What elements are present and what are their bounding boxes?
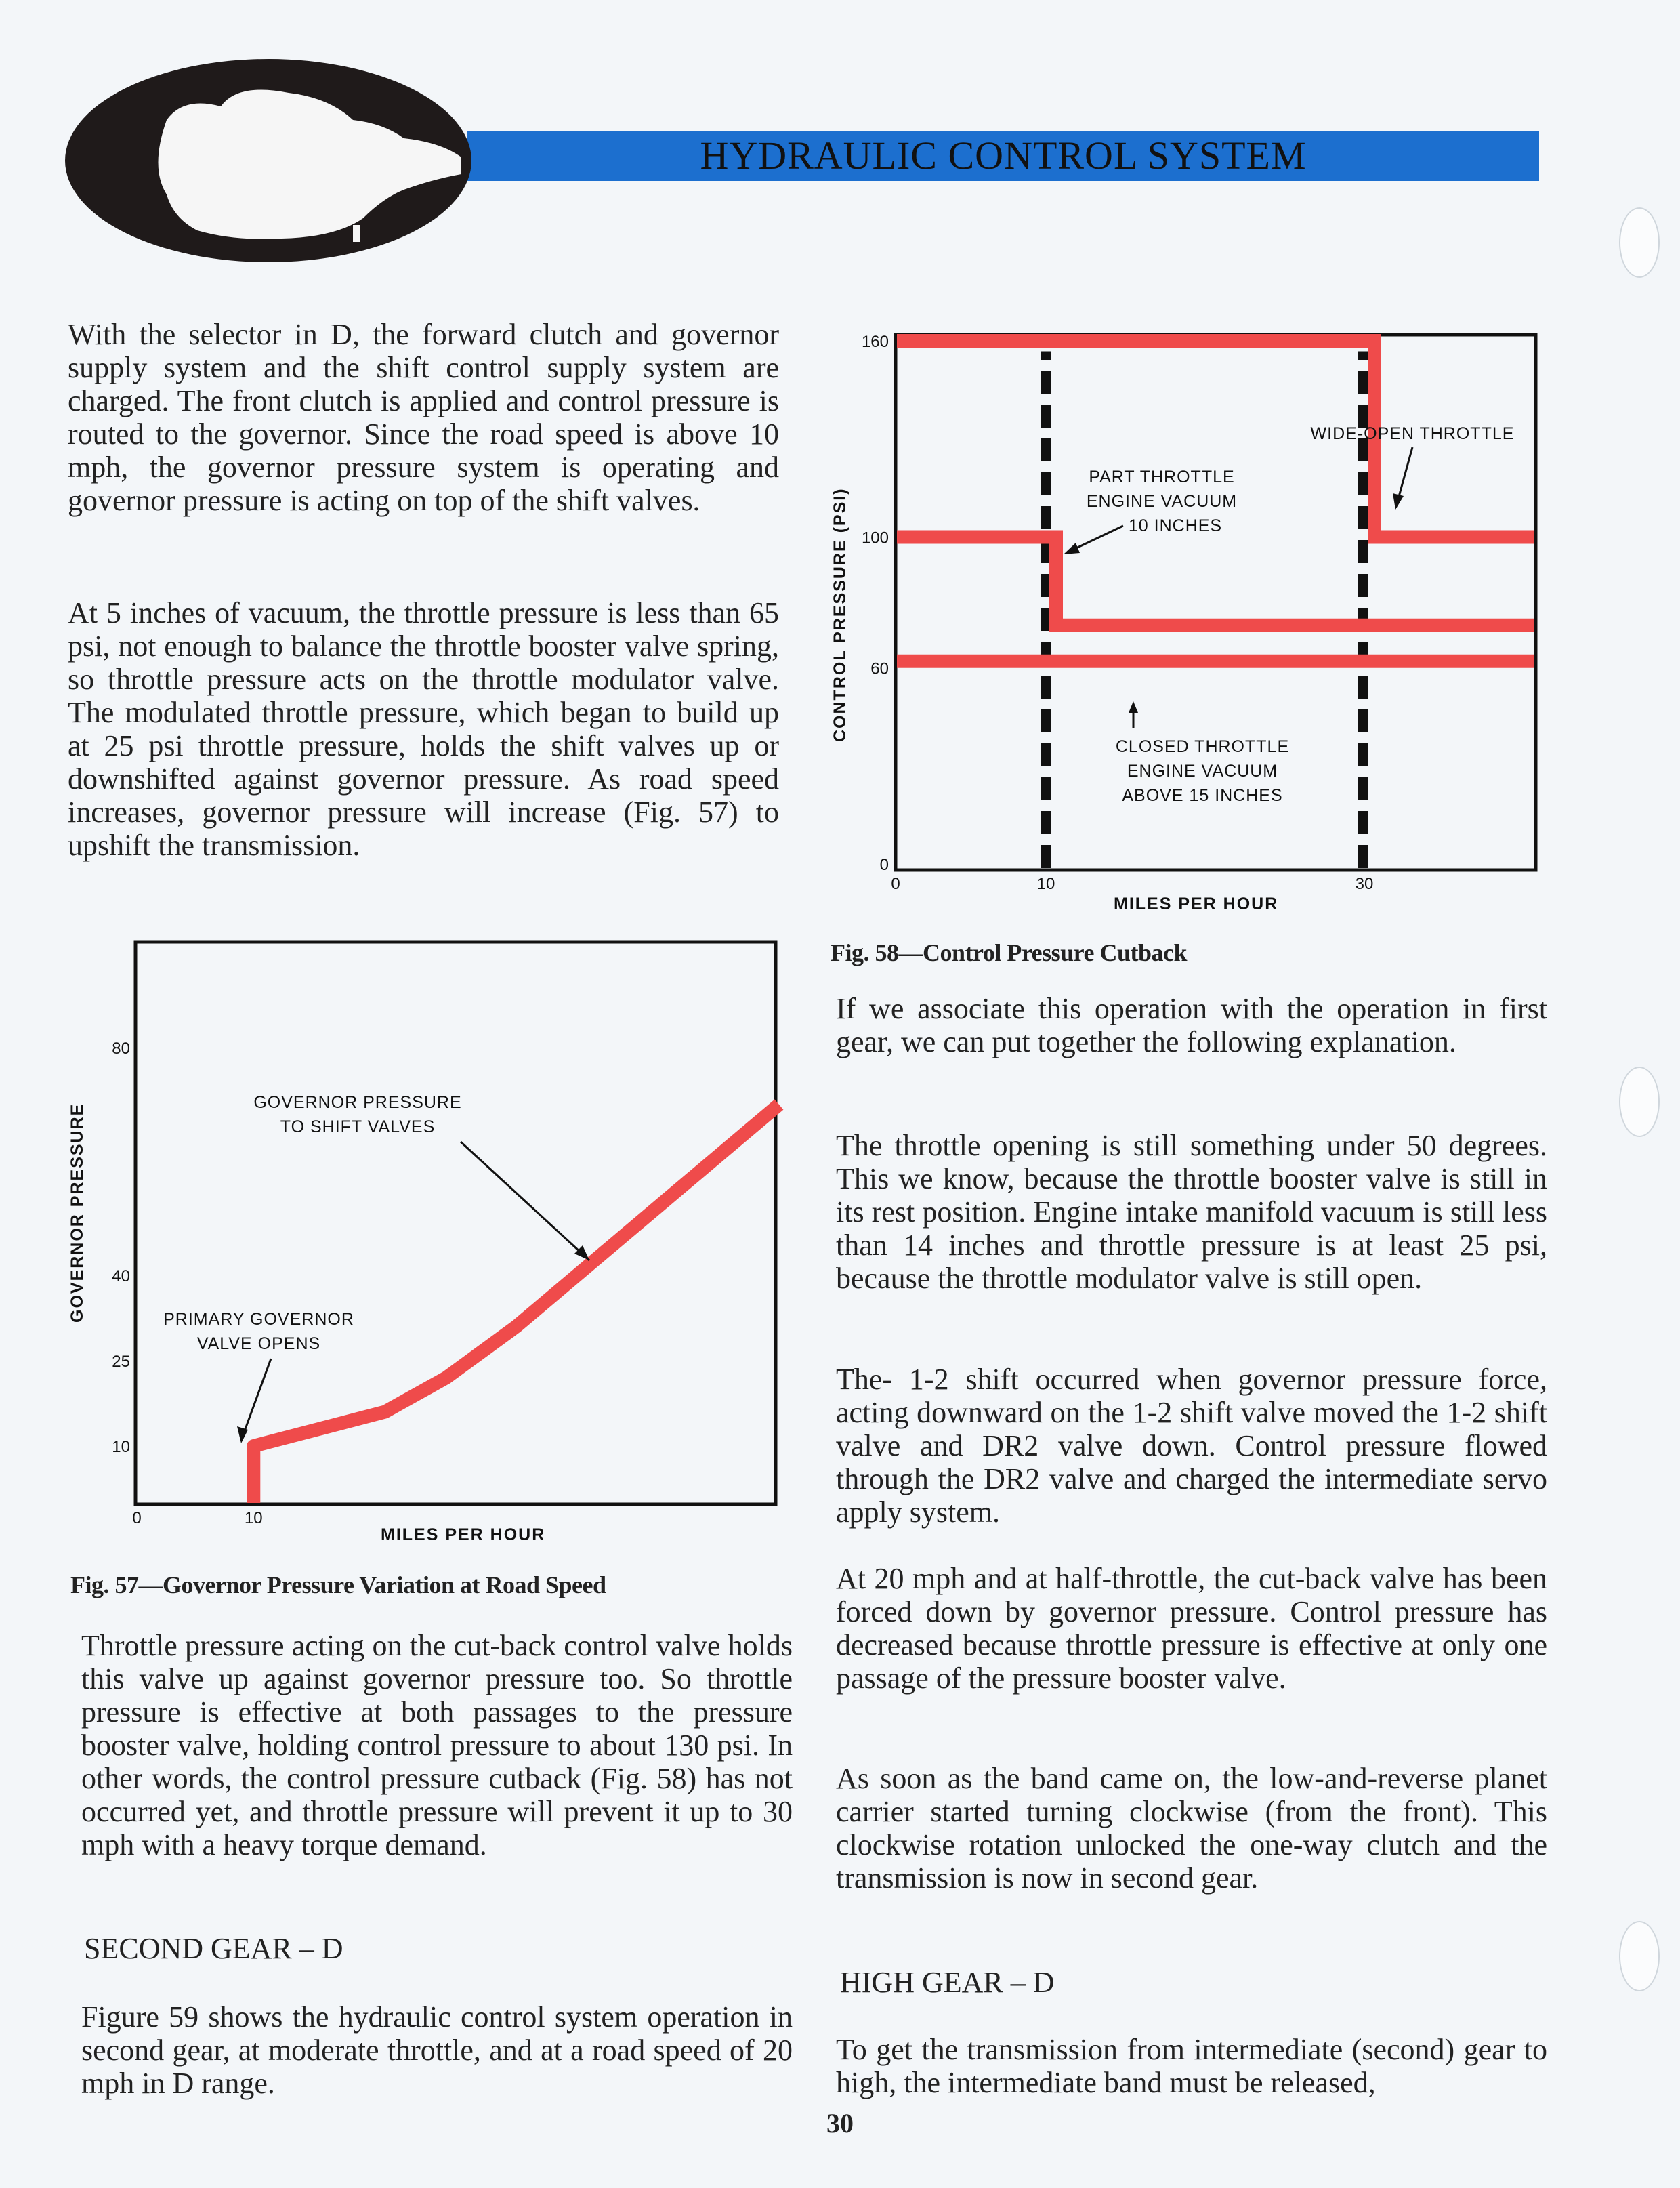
fig58-caption: Fig. 58—Control Pressure Cutback [831, 939, 1188, 966]
y-axis-title: GOVERNOR PRESSURE [68, 1102, 87, 1323]
punch-hole [1619, 207, 1660, 278]
annotation-part-line-1: PART THROTTLE [1089, 468, 1235, 487]
x-tick-label: 0 [132, 1509, 142, 1527]
annotation-governor-line-2: TO SHIFT VALVES [280, 1117, 436, 1136]
y-tick-label: 40 [112, 1267, 130, 1285]
heading-second-gear: SECOND GEAR – D [84, 1932, 343, 1965]
annotation-closed-arrowhead [1129, 701, 1138, 713]
paragraph-selector-d: With the selector in D, the forward clutch and governor supply system and the shift control supply system are charged. The front clutch is applied and control pressure is routed to the governor. Since the road speed is above 10 mph, the governor pressure system is operating and governor pressure is acting on top of the shift valves. [68, 318, 779, 517]
control-pressure-series-line-2 [897, 537, 1534, 625]
annotation-wot-arrowhead [1393, 493, 1404, 510]
y-axis-title: CONTROL PRESSURE (PSI) [831, 487, 849, 742]
heading-high-gear: HIGH GEAR – D [840, 1966, 1055, 1999]
paragraph-vacuum: At 5 inches of vacuum, the throttle pressure is less than 65 psi, not enough to balance the throttle booster valve spring, so throttle pressure acts on the throttle modulator valve. The modulated throttle pressure, which began to build up at 25 psi throttle pressure, holds the shift valves up or downshifted against governor pressure. As road speed increases, governor pressure will increase (Fig. 57) to upshift the transmission. [68, 596, 779, 862]
x-tick-label: 10 [244, 1509, 263, 1527]
y-tick-label: 25 [112, 1353, 130, 1371]
governor-pressure-series-line [253, 1105, 779, 1503]
annotation-part-arrow [1070, 526, 1123, 551]
annotation-wot-arrow [1398, 447, 1412, 501]
punch-hole [1619, 1921, 1660, 1991]
x-tick-label: 0 [891, 875, 900, 893]
annotation-closed-line-1: CLOSED THROTTLE [1115, 737, 1290, 756]
governor-pressure-chart [68, 935, 799, 1565]
paragraph-1-2-shift: The- 1-2 shift occurred when governor pressure force, acting downward on the 1-2 shift valve moved the 1-2 shift valve and DR2 valve down. Control pressure flowed through the DR2 valve and charged the intermediate servo apply system. [836, 1363, 1547, 1529]
annotation-wot: WIDE-OPEN THROTTLE [1310, 424, 1515, 443]
x-axis-title: MILES PER HOUR [1114, 894, 1279, 913]
y-tick-label: 160 [861, 333, 889, 351]
paragraph-band: As soon as the band came on, the low-and-reverse planet carrier started turning clockwise (from the front). This clockwise rotation unlocked the one-way clutch and the transmission is now in second gear. [836, 1762, 1547, 1895]
annotation-primary-line-1: PRIMARY GOVERNOR [163, 1310, 354, 1329]
annotation-governor-line-1: GOVERNOR PRESSURE [253, 1093, 462, 1112]
punch-hole [1619, 1067, 1660, 1137]
paragraph-20-mph: At 20 mph and at half-throttle, the cut-back valve has been forced down by governor pressure. Control pressure has decreased because throttle pressure is effective at only one passage of the pressure booster valve. [836, 1562, 1547, 1695]
page-number: 30 [826, 2108, 854, 2139]
annotation-closed-line-2: ENGINE VACUUM [1127, 762, 1278, 781]
x-tick-label: 30 [1355, 875, 1374, 893]
paragraph-cutback: Throttle pressure acting on the cut-back control valve holds this valve up against governor pressure too. So throttle pressure is effective at both passages to the pressure booster valve, holding control pressure to about 130 psi. In other words, the control pressure cutback (Fig. 58) has not occurred yet, and throttle pressure will prevent it up to 30 mph with a heavy torque demand. [81, 1629, 793, 1861]
chart-frame [135, 942, 776, 1504]
annotation-governor-arrow [461, 1142, 589, 1260]
control-pressure-chart [820, 325, 1551, 922]
annotation-closed-line-3: ABOVE 15 INCHES [1122, 786, 1283, 805]
y-tick-label: 0 [879, 856, 889, 874]
paragraph-throttle-opening: The throttle opening is still something under 50 degrees. This we know, because the throttle booster valve is still in its rest position. Engine intake manifold vacuum is still less than 14 inches and throttle pressure is at least 25 psi, because the throttle modulator valve is still open. [836, 1129, 1547, 1295]
y-tick-label: 60 [870, 659, 889, 678]
paragraph-intermediate: To get the transmission from intermediate (second) gear to high, the intermediate band must be released, [836, 2033, 1547, 2099]
x-tick-label: 10 [1036, 875, 1055, 893]
annotation-part-line-3: 10 INCHES [1128, 516, 1223, 535]
annotation-primary-arrow [243, 1359, 271, 1437]
fig57-caption: Fig. 57—Governor Pressure Variation at Road Speed [70, 1571, 606, 1598]
x-axis-title: MILES PER HOUR [381, 1525, 546, 1544]
page-title: HYDRAULIC CONTROL SYSTEM [700, 133, 1307, 178]
paragraph-associate: If we associate this operation with the operation in first gear, we can put together the following explanation. [836, 992, 1547, 1058]
transmission-logo-icon [65, 56, 485, 266]
annotation-primary-line-2: VALVE OPENS [196, 1334, 321, 1353]
y-tick-label: 80 [112, 1039, 130, 1058]
paragraph-figure-59: Figure 59 shows the hydraulic control system operation in second gear, at moderate throttle, and at a road speed of 20 mph in D range. [81, 2000, 793, 2100]
annotation-part-line-2: ENGINE VACUUM [1086, 492, 1238, 511]
y-tick-label: 100 [861, 529, 889, 548]
annotation-part-arrowhead [1064, 543, 1080, 554]
y-tick-label: 10 [112, 1438, 130, 1456]
